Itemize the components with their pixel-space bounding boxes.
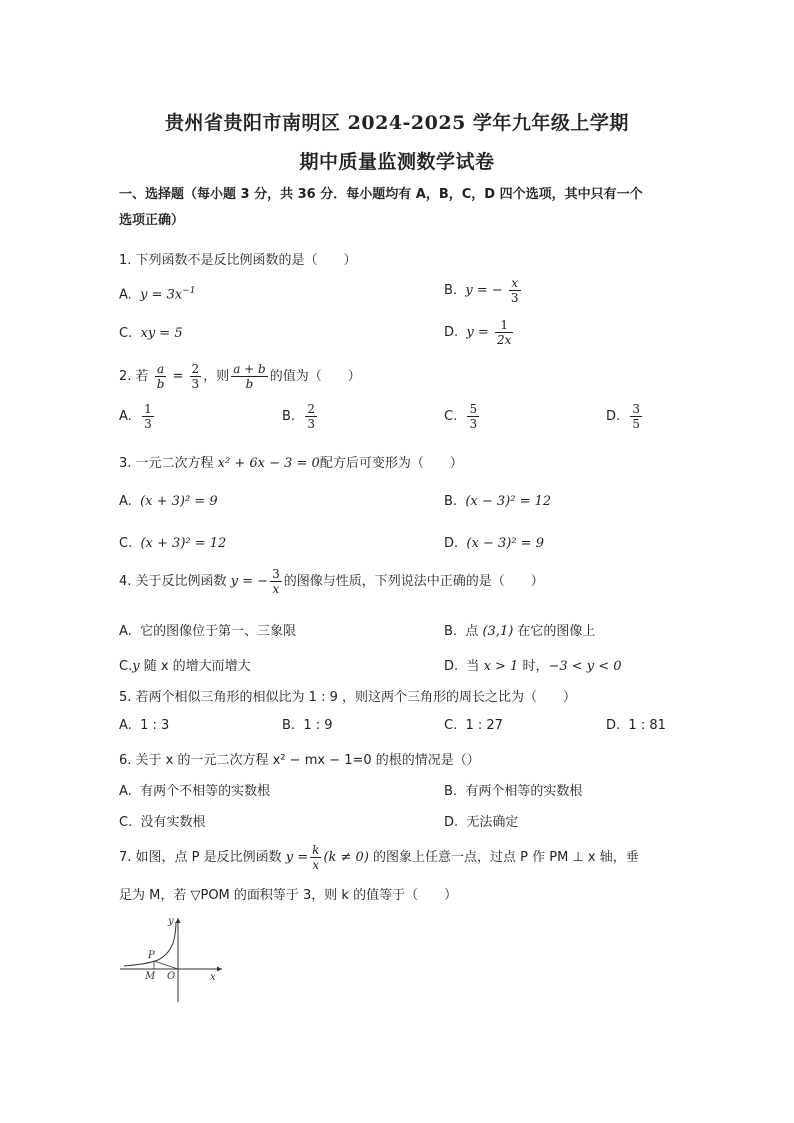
q1-option-b — [444, 276, 523, 305]
option-text: 在它的图像上 — [513, 624, 596, 639]
question-7-stem-line2: 足为 M，若 ▽POM 的面积等于 3，则 k 的值等于（ ） — [119, 888, 458, 903]
stem-text: 4. 关于反比例函数 — [119, 574, 231, 589]
option-label: C. — [444, 718, 458, 733]
stem-text: 配方后可变形为（ ） — [319, 456, 463, 471]
fraction — [310, 843, 321, 872]
denominator: 3 — [510, 291, 519, 305]
q6-option-a — [119, 780, 270, 799]
option-text: 没有实数根 — [140, 815, 206, 830]
option-text: 点 — [465, 624, 483, 639]
stem-math: (k ≠ 0) — [323, 850, 369, 865]
fraction — [155, 362, 167, 391]
numerator: 1 — [144, 402, 152, 416]
option-label: B. — [444, 283, 458, 298]
denominator: 3 — [469, 417, 478, 431]
question-5-stem: 5. 若两个相似三角形的相似比为 1 : 9 ，则这两个三角形的周长之比为（ ） — [119, 690, 576, 705]
exam-title-line2: 期中质量监测数学试卷 — [299, 151, 495, 173]
option-label: D. — [606, 718, 621, 733]
option-text: 无法确定 — [466, 815, 519, 830]
q2-option-b — [282, 402, 319, 431]
label-x: x — [210, 972, 216, 983]
denominator: b — [245, 377, 254, 391]
q4-option-d — [444, 655, 622, 674]
q3-option-d — [444, 536, 544, 551]
question-7-stem — [119, 843, 639, 872]
option-math: y = − — [465, 283, 503, 298]
option-math: y = — [466, 325, 489, 340]
fraction — [231, 362, 268, 391]
numerator: x — [509, 276, 521, 291]
fraction — [495, 318, 513, 347]
fraction — [305, 402, 317, 431]
option-label: A. — [119, 287, 132, 303]
section-heading-line1: 一、选择题（每小题 3 分，共 36 分．每小题均有 A，B，C，D 四个选项，其中只有一个 — [119, 187, 643, 202]
fraction — [509, 276, 521, 305]
numerator: 5 — [469, 402, 478, 416]
option-math: (3,1) — [482, 624, 514, 639]
option-math: xy = 5 — [140, 326, 183, 341]
numerator: 3 — [632, 402, 641, 416]
denominator: 5 — [632, 417, 641, 431]
q2-option-c — [444, 402, 481, 431]
stem-text: ，则 — [203, 369, 230, 384]
q4-option-a — [119, 620, 296, 639]
q5-option-d — [606, 718, 666, 733]
label-m: M — [145, 971, 156, 982]
denominator: x — [312, 858, 320, 872]
option-math: y — [132, 659, 140, 674]
equals: = — [168, 369, 188, 384]
numerator: k — [312, 843, 320, 857]
option-label: D. — [444, 536, 459, 551]
option-label: A. — [119, 784, 132, 799]
fraction — [630, 402, 642, 431]
fraction — [467, 402, 479, 431]
numerator: a + b — [233, 362, 266, 376]
q3-option-a — [119, 494, 218, 509]
q6-option-b — [444, 780, 582, 799]
q2-option-d — [606, 402, 644, 431]
fraction — [142, 402, 154, 431]
option-label: C. — [444, 409, 458, 424]
question-1-stem: 1. 下列函数不是反比例函数的是（ ） — [119, 253, 357, 268]
option-text: 时， — [518, 659, 549, 674]
option-label: B. — [444, 494, 458, 509]
option-label: D. — [444, 659, 459, 674]
question-6-stem: 6. 关于 x 的一元二次方程 x² − mx − 1=0 的根的情况是（） — [119, 753, 480, 768]
q2-option-a — [119, 402, 156, 431]
option-text: 1 : 81 — [628, 718, 666, 733]
q5-option-b — [282, 718, 333, 733]
q7-figure — [118, 912, 228, 1004]
section-heading-line2: 选项正确） — [119, 213, 185, 228]
option-text: 有两个不相等的实数根 — [140, 784, 271, 799]
q1-option-d — [444, 318, 515, 347]
option-text: 1 : 9 — [303, 718, 333, 733]
option-label: B. — [444, 784, 458, 799]
stem-text: 的图象上任意一点，过点 P 作 PM ⊥ x 轴，垂 — [368, 850, 639, 865]
label-o: O — [167, 971, 176, 982]
option-math: x > 1 — [483, 659, 519, 674]
option-text: 1 : 3 — [140, 718, 170, 733]
option-label: A. — [119, 718, 132, 733]
numerator: 3 — [272, 567, 280, 581]
option-math: (x + 3)² = 12 — [140, 536, 227, 551]
option-label: D. — [444, 815, 459, 830]
option-label: B. — [444, 624, 458, 639]
option-math: (x − 3)² = 9 — [466, 536, 544, 551]
option-math: y = 3x — [140, 287, 183, 303]
segment-po — [154, 961, 178, 969]
q3-option-c — [119, 536, 226, 551]
q6-option-c — [119, 811, 206, 830]
q3-option-b — [444, 494, 551, 509]
option-label: D. — [606, 409, 621, 424]
stem-math: y = − — [230, 574, 269, 589]
equation: x² + 6x − 3 = 0 — [217, 456, 320, 471]
denominator: 3 — [191, 377, 200, 391]
q4-option-b — [444, 620, 595, 639]
option-text: 随 x 的增大而增大 — [139, 659, 251, 674]
option-math: −3 < y < 0 — [548, 659, 622, 674]
denominator: 2x — [496, 333, 512, 347]
q5-option-a — [119, 718, 169, 733]
fraction — [190, 362, 202, 391]
option-text: 1 : 27 — [465, 718, 503, 733]
option-label: C. — [119, 536, 133, 551]
x-axis-arrow-icon — [217, 967, 222, 972]
stem-math: y = — [285, 850, 309, 865]
option-label: C. — [119, 326, 133, 341]
option-label: C. — [119, 815, 133, 830]
option-label: B. — [282, 718, 296, 733]
q4-option-c — [119, 655, 251, 674]
numerator: 1 — [495, 318, 513, 333]
numerator: 2 — [307, 402, 315, 416]
option-label: A. — [119, 624, 132, 639]
label-y: y — [168, 916, 174, 927]
stem-text: 2. 若 — [119, 369, 149, 384]
question-4-stem — [119, 567, 544, 596]
option-label: A. — [119, 409, 132, 424]
option-text: 有两个相等的实数根 — [465, 784, 583, 799]
denominator: b — [156, 377, 165, 391]
numerator: 2 — [191, 362, 200, 376]
denominator: 3 — [144, 417, 152, 431]
label-p: P — [148, 950, 155, 961]
option-text: 当 — [466, 659, 484, 674]
denominator: x — [272, 582, 280, 596]
exponent: −1 — [182, 286, 196, 296]
section-heading — [119, 182, 679, 234]
option-label: C. — [119, 659, 133, 674]
stem-text: 3. 一元二次方程 — [119, 456, 218, 471]
denominator: 3 — [307, 417, 315, 431]
option-label: A. — [119, 494, 132, 509]
option-label: D. — [444, 325, 459, 340]
stem-text: 7. 如图，点 P 是反比例函数 — [119, 850, 286, 865]
q1-option-a — [119, 286, 195, 302]
numerator: a — [155, 362, 167, 377]
question-3-stem — [119, 452, 463, 471]
option-label: B. — [282, 409, 296, 424]
option-math: (x − 3)² = 12 — [465, 494, 552, 509]
stem-text: 的值为（ ） — [269, 369, 361, 384]
option-text: 它的图像位于第一、三象限 — [140, 624, 297, 639]
fraction — [270, 567, 282, 596]
q1-option-c — [119, 326, 183, 341]
question-2-stem — [119, 362, 361, 391]
stem-text: 的图像与性质，下列说法中正确的是（ ） — [283, 574, 544, 589]
q5-option-c — [444, 718, 503, 733]
q6-option-d — [444, 811, 518, 830]
exam-title-line1: 贵州省贵阳市南明区 2024-2025 学年九年级上学期 — [165, 112, 629, 134]
option-math: (x + 3)² = 9 — [140, 494, 218, 509]
